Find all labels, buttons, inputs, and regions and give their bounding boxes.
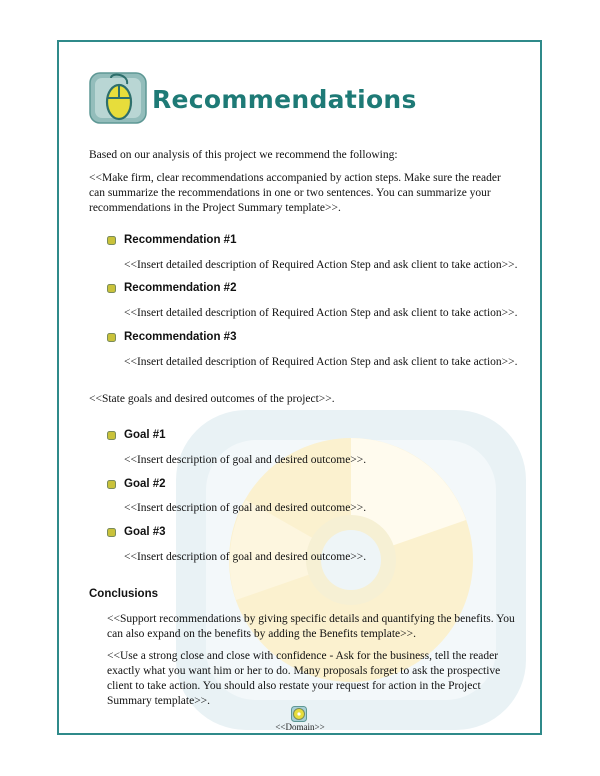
recommendation-heading-label: Recommendation #2 bbox=[124, 282, 237, 294]
goal-heading-label: Goal #1 bbox=[124, 429, 166, 441]
recommendation-heading bbox=[107, 330, 236, 344]
bullet-icon bbox=[107, 528, 116, 537]
page-title: Recommendations bbox=[152, 85, 417, 114]
mouse-icon bbox=[89, 72, 147, 124]
cd-disc-icon bbox=[291, 706, 307, 722]
recommendation-heading-label: Recommendation #3 bbox=[124, 331, 237, 343]
conclusions-heading: Conclusions bbox=[89, 588, 159, 600]
bullet-icon bbox=[107, 236, 116, 245]
bullet-icon bbox=[107, 480, 116, 489]
conclusions-paragraph: <<Support recommendations by giving specific details and quantifying the benefits. You can also expand on the benefits by adding the Benefits template>>. bbox=[107, 613, 515, 640]
recommendation-heading bbox=[107, 233, 236, 247]
recommendation-description: <<Insert detailed description of Required Action Step and ask client to take action>>. bbox=[124, 356, 518, 368]
bullet-icon bbox=[107, 333, 116, 342]
conclusions-paragraph: <<Use a strong close and close with confidence - Ask for the business, tell the reader exactly what you want him or her to do. Many proposals forget to ask the prospective client to take action. You should also restate your request for action in the Project Summary template>>. bbox=[107, 650, 501, 707]
goal-heading bbox=[107, 477, 166, 491]
recommendation-description: <<Insert detailed description of Required Action Step and ask client to take action>>. bbox=[124, 307, 518, 319]
goal-description: <<Insert description of goal and desired outcome>>. bbox=[124, 551, 367, 563]
goals-note: <<State goals and desired outcomes of the project>>. bbox=[89, 393, 335, 405]
goal-heading bbox=[107, 525, 166, 539]
goal-heading bbox=[107, 428, 166, 442]
recommendation-note: <<Make firm, clear recommendations accompanied by action steps. Make sure the reader can summarize the recommendations in one or two sentences. You can summarize your recommendations in the Project Summary template>>. bbox=[89, 172, 501, 214]
bullet-icon bbox=[107, 284, 116, 293]
recommendation-description: <<Insert detailed description of Required Action Step and ask client to take action>>. bbox=[124, 259, 518, 271]
goal-description: <<Insert description of goal and desired outcome>>. bbox=[124, 454, 367, 466]
intro-text: Based on our analysis of this project we recommend the following: bbox=[89, 149, 398, 161]
bullet-icon bbox=[107, 431, 116, 440]
footer-domain: <<Domain>> bbox=[275, 722, 325, 732]
recommendation-heading-label: Recommendation #1 bbox=[124, 234, 237, 246]
goal-heading-label: Goal #3 bbox=[124, 526, 166, 538]
goal-description: <<Insert description of goal and desired outcome>>. bbox=[124, 502, 367, 514]
goal-heading-label: Goal #2 bbox=[124, 478, 166, 490]
recommendation-heading bbox=[107, 281, 236, 295]
